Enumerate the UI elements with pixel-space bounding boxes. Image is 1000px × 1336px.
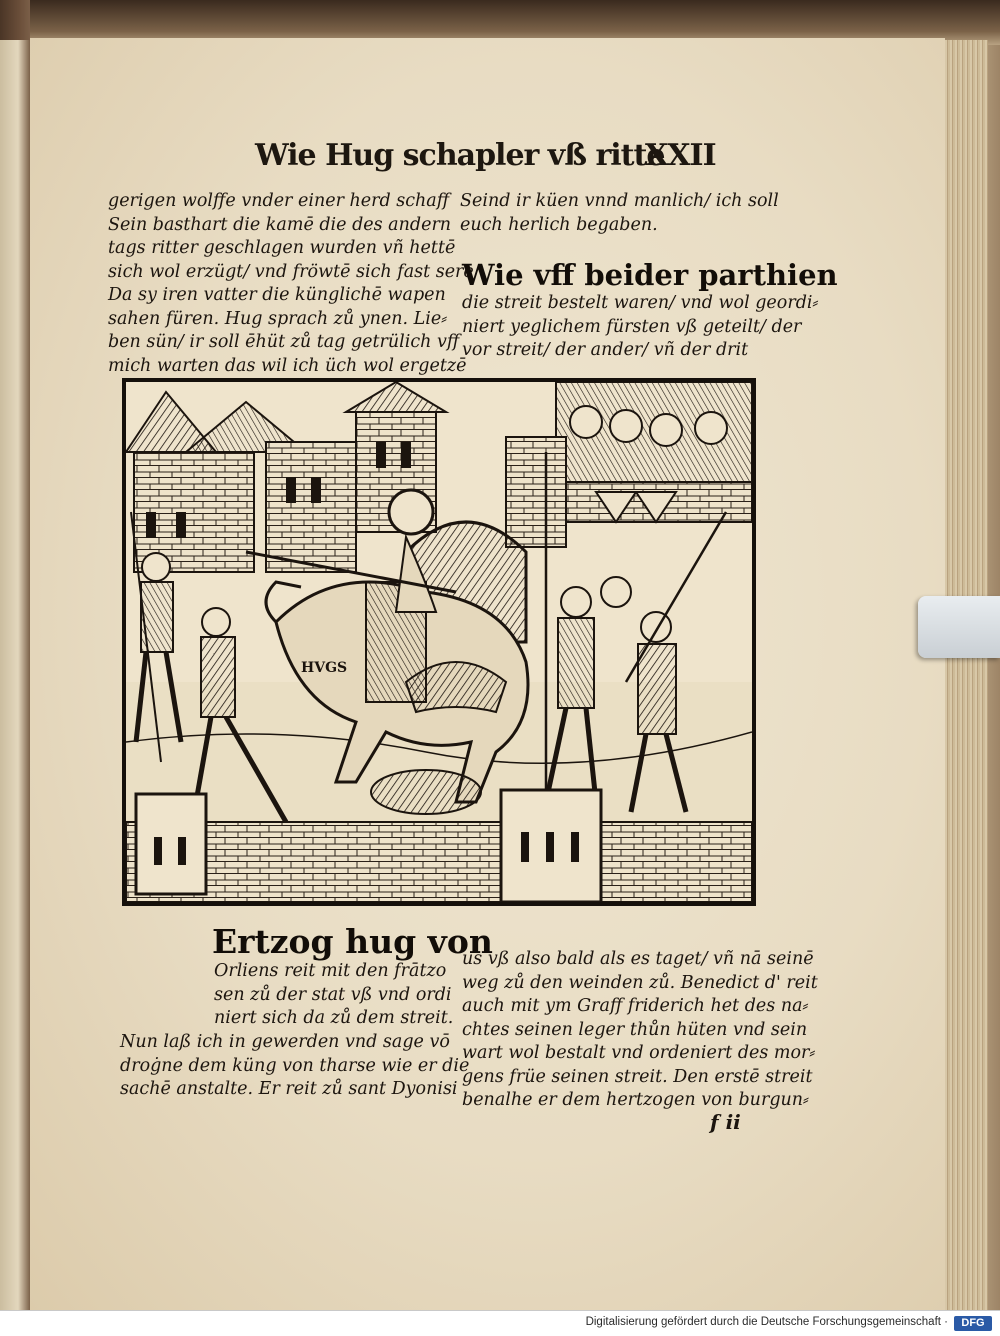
text-line: sachē anstalte. Er reit zů sant Dyonisi <box>120 1079 458 1099</box>
funding-notice: Digitalisierung gefördert durch die Deutsche Forschungsgemeinschaft · <box>585 1316 948 1328</box>
woodcut-drawing <box>126 382 752 902</box>
text-line: sahen füren. Hug sprach zů ynen. Lie⸗ <box>108 308 448 329</box>
text-column-top-right <box>460 190 790 237</box>
folio-number: XXII <box>645 138 716 173</box>
text-line: Orliens reit mit den frātzo <box>214 961 447 981</box>
text-line: sen zů der stat vß vnd ordi <box>214 984 452 1005</box>
text-line: chtes seinen leger thůn hüten vnd sein <box>462 1019 808 1040</box>
text-column-bottom-left <box>120 1031 469 1102</box>
text-column-bottom-right <box>462 948 818 1113</box>
text-line: vor streit/ der ander/ vñ der drit <box>462 340 749 360</box>
text-line: tags ritter geschlagen wurden vñ hettē <box>108 238 456 258</box>
text-line: niert yeglichem fürsten vß geteilt/ der <box>462 316 802 337</box>
footer-bar <box>0 1310 1000 1336</box>
text-line: Seind ir küen vnnd manlich/ ich soll <box>460 191 779 211</box>
text-line: Sein basthart die kamē die des andern <box>108 214 452 235</box>
dfg-logo: DFG <box>954 1316 992 1331</box>
page-clip <box>918 596 1000 658</box>
text-line: auch mit ym Graff friderich het des na⸗ <box>462 996 809 1016</box>
chapter-heading-right: Wie vff beider parthien <box>462 258 838 292</box>
facing-page-edge <box>0 40 30 1310</box>
text-column-top-left <box>108 190 474 378</box>
text-line: Da sy iren vatter die künglichē wapen <box>108 285 446 305</box>
text-line: euch herlich begaben. <box>460 214 658 235</box>
chapter-subheading-right <box>462 292 818 363</box>
text-line: niert sich da zů dem streit. <box>214 1008 454 1028</box>
text-line: ben sün/ ir soll ēhüt zů tag getrülich vff <box>108 332 460 352</box>
text-line: Nun laß ich in gewerden vnd sage vō <box>120 1032 450 1052</box>
text-line: droġne dem küng von tharse wie er die <box>120 1055 470 1076</box>
text-line: us vß also bald als es taget/ vñ nā seinē <box>462 949 814 969</box>
horse-caption: HVGS <box>301 660 348 676</box>
text-line: sich wol erzügt/ vnd fröwtē sich fast sere <box>108 261 474 282</box>
text-line: gens früe seinen streit. Den erstē streit <box>462 1066 813 1087</box>
text-line: die streit bestelt waren/ vnd wol geordi⸗ <box>462 293 819 313</box>
text-line: weg zů den weinden zů. Benedict d' reit <box>462 972 818 993</box>
text-line: gerigen wolffe vnder einer herd schaff <box>108 191 450 211</box>
text-line: mich warten das wil ich üch wol ergetzē <box>108 355 467 376</box>
woodcut-illustration <box>122 378 756 906</box>
fore-edge <box>940 40 988 1310</box>
text-line: benalhe er dem hertzogen von burgun⸗ <box>462 1090 809 1110</box>
chapter-heading-bottom: Ertzog hug von <box>212 922 493 961</box>
text-line: wart wol bestalt vnd ordeniert des mor⸗ <box>462 1043 816 1063</box>
signature-mark: f ii <box>710 1110 741 1134</box>
running-head <box>255 138 755 178</box>
text-column-bottom-left-indented <box>214 960 454 1031</box>
running-head-title: Wie Hug schapler vß ritte <box>255 138 665 173</box>
